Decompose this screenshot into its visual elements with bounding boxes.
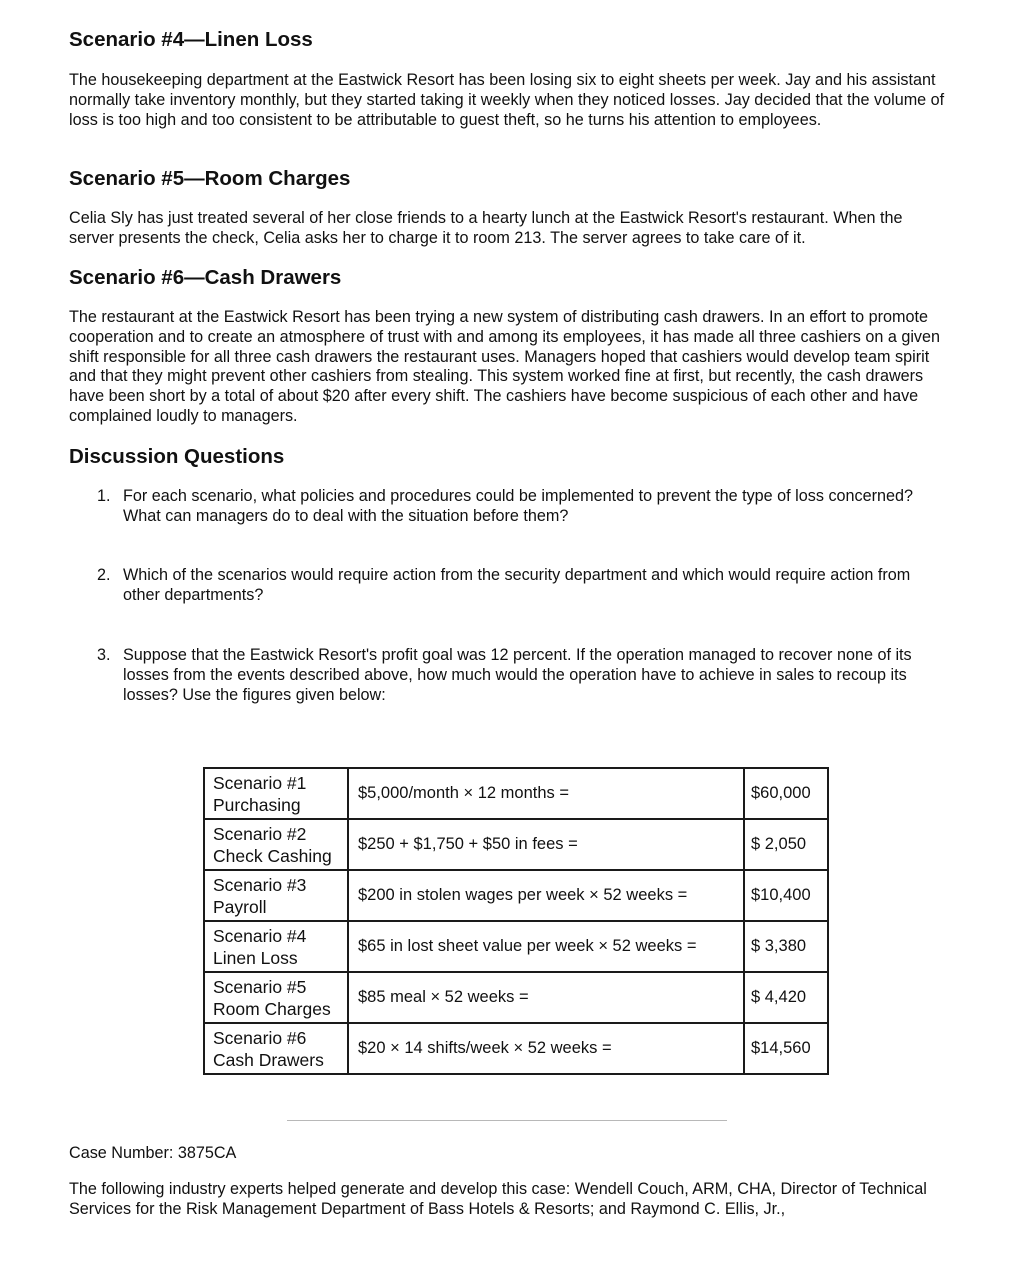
losses-table bbox=[203, 767, 829, 1075]
scenario-name: Cash Drawers bbox=[213, 1049, 324, 1070]
scenario-cell bbox=[204, 768, 348, 819]
question-number: 1. bbox=[97, 487, 111, 505]
amount-cell: $14,560 bbox=[744, 1023, 828, 1074]
discussion-questions-heading: Discussion Questions bbox=[69, 445, 285, 468]
table-row bbox=[204, 819, 828, 870]
table-row bbox=[204, 972, 828, 1023]
calculation-cell: $85 meal × 52 weeks = bbox=[348, 972, 744, 1023]
question-number: 2. bbox=[97, 566, 111, 584]
scenario-cell bbox=[204, 870, 348, 921]
calculation-cell: $250 + $1,750 + $50 in fees = bbox=[348, 819, 744, 870]
scenario-6-heading: Scenario #6—Cash Drawers bbox=[69, 266, 342, 289]
scenario-cell bbox=[204, 921, 348, 972]
scenario-cell bbox=[204, 972, 348, 1023]
calculation-cell: $200 in stolen wages per week × 52 weeks = bbox=[348, 870, 744, 921]
amount-cell: $10,400 bbox=[744, 870, 828, 921]
scenario-name: Purchasing bbox=[213, 794, 301, 815]
scenario-number: Scenario #4 bbox=[213, 925, 307, 946]
scenario-cell bbox=[204, 819, 348, 870]
scenario-name: Linen Loss bbox=[213, 947, 298, 968]
scenario-cell bbox=[204, 1023, 348, 1074]
scenario-number: Scenario #2 bbox=[213, 823, 307, 844]
question-text: Which of the scenarios would require action from the security department and which would require action from other departments? bbox=[123, 566, 911, 604]
scenario-5-body: Celia Sly has just treated several of her close friends to a hearty lunch at the Eastwick Resort's restaurant. When the server presents the check, Celia asks her to charge it to room 213. The server agrees to take care of it. bbox=[69, 209, 903, 247]
amount-cell: $ 2,050 bbox=[744, 819, 828, 870]
scenario-4-body: The housekeeping department at the Eastwick Resort has been losing six to eight sheets per week. Jay and his assistant normally take inventory monthly, but they started taking it weekly when they noticed losses. Jay decided that the volume of loss is too high and too consistent to be attributable to guest theft, so he turns his attention to employees. bbox=[69, 71, 945, 129]
amount-cell: $60,000 bbox=[744, 768, 828, 819]
scenario-number: Scenario #5 bbox=[213, 976, 307, 997]
scenario-name: Check Cashing bbox=[213, 845, 332, 866]
scenario-6-body: The restaurant at the Eastwick Resort has been trying a new system of distributing cash drawers. In an effort to promote cooperation and to create an atmosphere of trust with and among its employees, it has made all three cashiers on a given shift responsible for all three cash drawers the restaurant uses. Managers hoped that cashiers would develop team spirit and that they might prevent other cashiers from stealing. This system worked fine at first, but recently, the cash drawers have been short by a total of about $20 after every shift. The cashiers have become suspicious of each other and have complained loudly to managers. bbox=[69, 308, 941, 425]
table-row bbox=[204, 768, 828, 819]
scenario-number: Scenario #6 bbox=[213, 1027, 307, 1048]
credits-paragraph: The following industry experts helped generate and develop this case: Wendell Couch, ARM, CHA, Director of Technical Services for the Risk Management Department of Bass Hotels & Resorts; and Raymond C. Ellis, Jr., bbox=[69, 1180, 927, 1218]
scenario-5-heading: Scenario #5—Room Charges bbox=[69, 167, 351, 190]
amount-cell: $ 4,420 bbox=[744, 972, 828, 1023]
case-number: Case Number: 3875CA bbox=[69, 1144, 237, 1162]
footnote-divider bbox=[287, 1120, 727, 1121]
table-row bbox=[204, 870, 828, 921]
calculation-cell: $20 × 14 shifts/week × 52 weeks = bbox=[348, 1023, 744, 1074]
question-text: For each scenario, what policies and procedures could be implemented to prevent the type of loss concerned? What can managers do to deal with the situation before them? bbox=[123, 487, 914, 525]
scenario-number: Scenario #1 bbox=[213, 772, 307, 793]
question-text: Suppose that the Eastwick Resort's profit goal was 12 percent. If the operation managed to recover none of its losses from the events described above, how much would the operation have to achieve in sales to recoup its losses? Use the figures given below: bbox=[123, 646, 912, 704]
question-number: 3. bbox=[97, 646, 111, 664]
scenario-name: Room Charges bbox=[213, 998, 331, 1019]
amount-cell: $ 3,380 bbox=[744, 921, 828, 972]
scenario-4-heading: Scenario #4—Linen Loss bbox=[69, 28, 313, 51]
table-row bbox=[204, 921, 828, 972]
table-row bbox=[204, 1023, 828, 1074]
calculation-cell: $65 in lost sheet value per week × 52 weeks = bbox=[348, 921, 744, 972]
scenario-number: Scenario #3 bbox=[213, 874, 307, 895]
calculation-cell: $5,000/month × 12 months = bbox=[348, 768, 744, 819]
scenario-name: Payroll bbox=[213, 896, 267, 917]
